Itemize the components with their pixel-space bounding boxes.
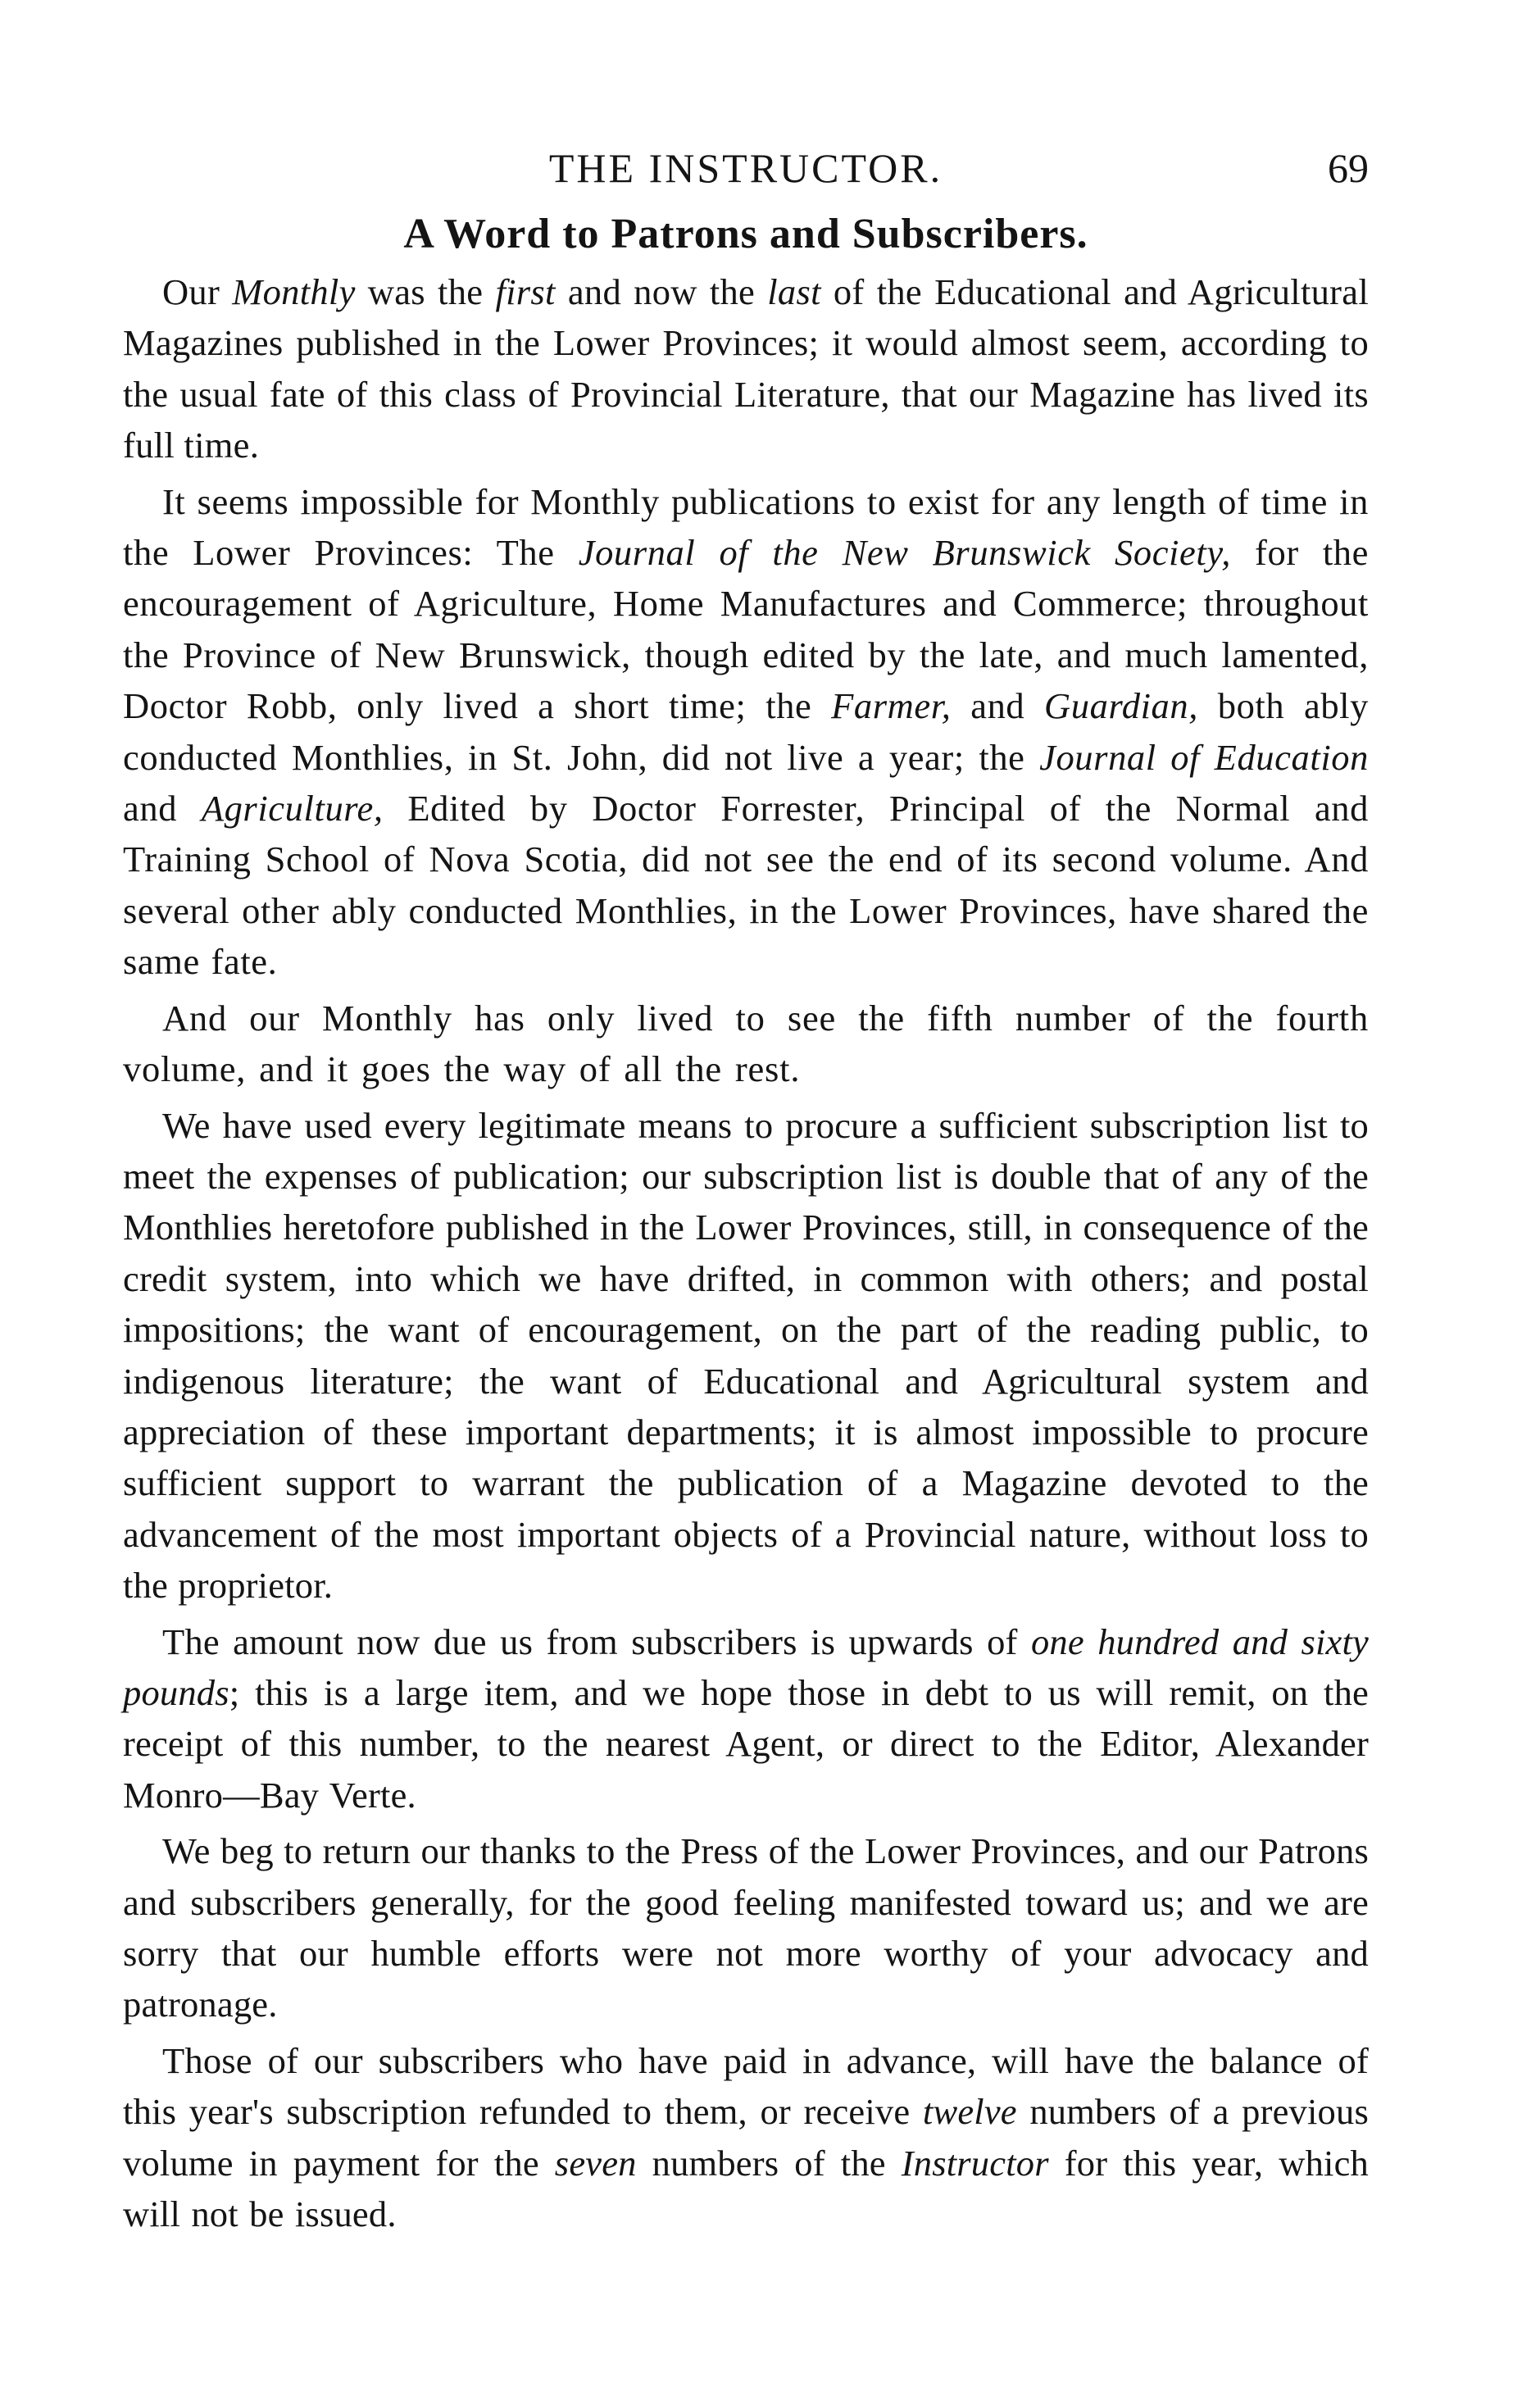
italic-text: Farmer,	[831, 685, 952, 727]
italic-text: seven	[554, 2142, 637, 2184]
italic-text: one hundred and sixty pounds	[123, 1620, 1369, 1713]
text-run: and	[951, 685, 1045, 727]
text-run: Those of our subscribers who have paid in advance, will have the balance of this year's subscription refunded to them, or receive	[123, 2039, 1369, 2133]
paragraph-7	[123, 2035, 1369, 2240]
italic-text: Journal of Education	[1039, 736, 1369, 778]
paragraph-5	[123, 1616, 1369, 1821]
paragraph-4	[123, 1100, 1369, 1611]
article-title: A Word to Patrons and Subscribers.	[403, 211, 1088, 257]
article-body	[123, 266, 1369, 2239]
italic-text: Instructor	[901, 2142, 1049, 2184]
text-run: It seems impossible for Monthly publications to exist for any length of time in the Lower Provinces: The	[123, 480, 1369, 574]
text-run: Our	[162, 271, 233, 312]
text-run: Edited by Doctor Forrester, Principal of the Normal and Training School of Nova Scotia, did not see the end of its second volume. And several other ably conducted Monthlies, in the Lower Provinces, have shared the same fate.	[123, 788, 1369, 983]
paragraph-3	[123, 993, 1369, 1095]
text-run: and	[123, 788, 202, 830]
text-run: numbers of the	[636, 2142, 902, 2184]
paragraph-6	[123, 1825, 1369, 2030]
italic-text: Agriculture,	[201, 788, 384, 830]
italic-text: Monthly	[232, 271, 356, 312]
running-title: THE INSTRUCTOR.	[548, 145, 943, 191]
text-run: ; this is a large item, and we hope those in debt to us will remit, on the receipt of this number, to the nearest Agent, or direct to the Editor, Alexander Monro—Bay Verte.	[123, 1671, 1369, 1816]
page-number: 69	[1328, 145, 1369, 191]
book-page	[123, 143, 1369, 2239]
text-run: numbers of a previous volume in payment for the	[123, 2091, 1369, 2184]
italic-text: Journal of the New Brunswick Society,	[578, 532, 1231, 574]
text-run: We have used every legitimate means to procure a sufficient subscription list to meet the expenses of publication; our subscription list is double that of any of the Monthlies heretofore published in the Lower Provinces, still, in consequence of the credit system, into which we have drifted, in common with others; and postal impositions; the want of encouragement, on the part of the reading public, to indigenous literature; the want of Educational and Agricultural system and appreciation of these important departments; it is almost impossible to procure sufficient support to warrant the publication of a Magazine devoted to the advancement of the most important objects of a Provincial nature, without loss to the proprietor.	[123, 1104, 1369, 1607]
italic-text: last	[767, 271, 821, 312]
italic-text: first	[495, 271, 556, 312]
text-run: And our Monthly has only lived to see the fifth number of the fourth volume, and it goes the way of all the rest.	[123, 997, 1369, 1090]
italic-text: Guardian,	[1044, 685, 1198, 727]
italic-text: twelve	[922, 2091, 1017, 2133]
text-run: of the Educational and Agricultural Magazines published in the Lower Provinces; it would almost seem, according to the usual fate of this class of Provincial Literature, that our Magazine has lived its full time.	[123, 271, 1369, 466]
paragraph-2	[123, 476, 1369, 988]
text-run: for this year, which will not be issued.	[123, 2142, 1369, 2235]
text-run: The amount now due us from subscribers is upwards of	[162, 1620, 1031, 1662]
text-run: both ably conducted Monthlies, in St. John, did not live a year; the	[123, 685, 1369, 778]
paragraph-1	[123, 266, 1369, 471]
text-run: We beg to return our thanks to the Press of the Lower Provinces, and our Patrons and subscribers generally, for the good feeling manifested toward us; and we are sorry that our humble efforts were not more worthy of your advocacy and patronage.	[123, 1830, 1369, 2025]
text-run: was the	[355, 271, 496, 312]
running-head	[123, 143, 1369, 209]
text-run: and now the	[555, 271, 768, 312]
text-run: for the encouragement of Agriculture, Home Manufactures and Commerce; throughout the Province of New Brunswick, though edited by the late, and much lamented, Doctor Robb, only lived a short time; the	[123, 532, 1369, 727]
